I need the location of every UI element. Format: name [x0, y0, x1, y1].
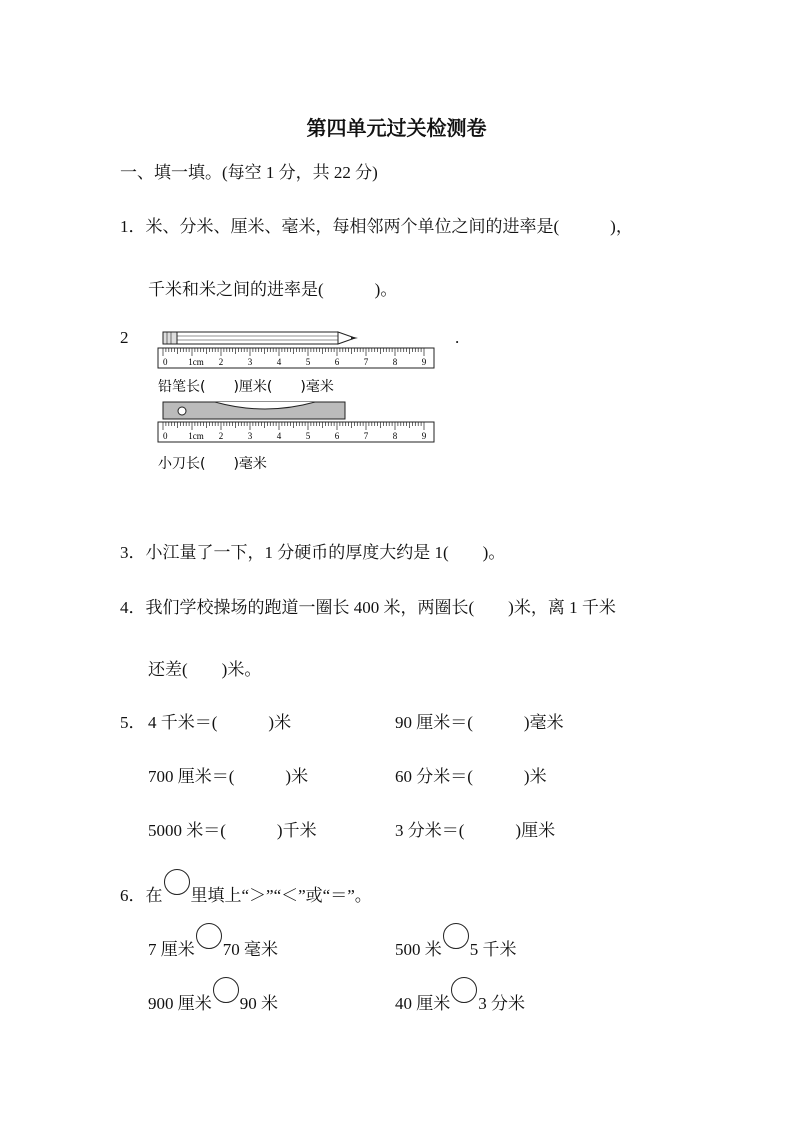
circle-icon [164, 869, 190, 895]
conversion-item: 90 厘米＝( )毫米 [395, 713, 564, 732]
question-2-number: 2 [120, 328, 129, 347]
question-1-line-2: 千米和米之间的进率是( )。 [148, 280, 398, 299]
question-5-number: 5． [120, 713, 146, 732]
ruler-tick-label: 4 [276, 357, 282, 367]
conversion-item: 5000 米＝( )千米 [148, 821, 317, 840]
ruler-tick-label: 8 [392, 357, 398, 367]
question-6-suffix: 里填上“＞”“＜”或“＝”。 [190, 886, 372, 905]
compare-item: 900 厘米 90 米 [148, 977, 278, 1014]
ruler-tick-label: 5 [305, 357, 311, 367]
compare-item: 7 厘米 70 毫米 [148, 923, 278, 960]
ruler-tick-label: 2 [218, 357, 224, 367]
ruler-tick-label: 5 [305, 431, 311, 441]
question-4-line-2: 还差( )米。 [148, 660, 262, 679]
ruler-tick-label: 1cm [188, 357, 204, 367]
section-heading: 一、填一填。(每空 1 分，共 22 分) [120, 163, 378, 182]
question-3: 3．小江量了一下，1 分硬币的厚度大约是 1( )。 [120, 543, 506, 562]
circle-icon[interactable] [213, 977, 239, 1003]
ruler-tick-label: 7 [363, 357, 369, 367]
ruler-tick-label: 7 [363, 431, 369, 441]
pencil-drawing [163, 332, 358, 344]
ruler-tick-label: 6 [334, 431, 340, 441]
question-2-dot: . [455, 328, 460, 347]
ruler-tick-label: 0 [163, 357, 168, 367]
ruler-tick-label: 1cm [188, 431, 204, 441]
page-title: 第四单元过关检测卷 [306, 116, 487, 140]
ruler-tick-label: 6 [334, 357, 340, 367]
conversion-item: 700 厘米＝( )米 [148, 767, 309, 786]
pencil-label: 铅笔长( )厘米( )毫米 [158, 379, 334, 395]
ruler-tick-label: 9 [421, 431, 427, 441]
question-6-prefix: 6．在 [120, 886, 163, 905]
ruler-figure [155, 324, 445, 484]
ruler-tick-label: 9 [421, 357, 427, 367]
circle-icon[interactable] [443, 923, 469, 949]
ruler-1 [158, 348, 434, 368]
question-6-instruction [120, 869, 372, 906]
conversion-item: 3 分米＝( )厘米 [395, 821, 556, 840]
ruler-tick-label: 8 [392, 431, 398, 441]
conversion-item: 60 分米＝( )米 [395, 767, 547, 786]
compare-item: 40 厘米 3 分米 [395, 977, 525, 1014]
circle-icon[interactable] [451, 977, 477, 1003]
ruler-tick-label: 2 [218, 431, 224, 441]
question-1-line-1: 1．米、分米、厘米、毫米，每相邻两个单位之间的进率是( )， [120, 217, 633, 236]
ruler-tick-label: 0 [163, 431, 168, 441]
question-4-line-1: 4．我们学校操场的跑道一圈长 400 米，两圈长( )米，离 1 千米 [120, 598, 616, 617]
ruler-tick-label: 3 [247, 357, 253, 367]
conversion-item: 4 千米＝( )米 [148, 713, 292, 732]
knife-drawing [163, 402, 345, 419]
ruler-tick-label: 4 [276, 431, 282, 441]
ruler-tick-label: 3 [247, 431, 253, 441]
compare-item: 500 米 5 千米 [395, 923, 517, 960]
ruler-2 [158, 422, 434, 442]
knife-label: 小刀长( )毫米 [158, 456, 267, 472]
circle-icon[interactable] [196, 923, 222, 949]
ruler-figure-svg [155, 324, 445, 479]
